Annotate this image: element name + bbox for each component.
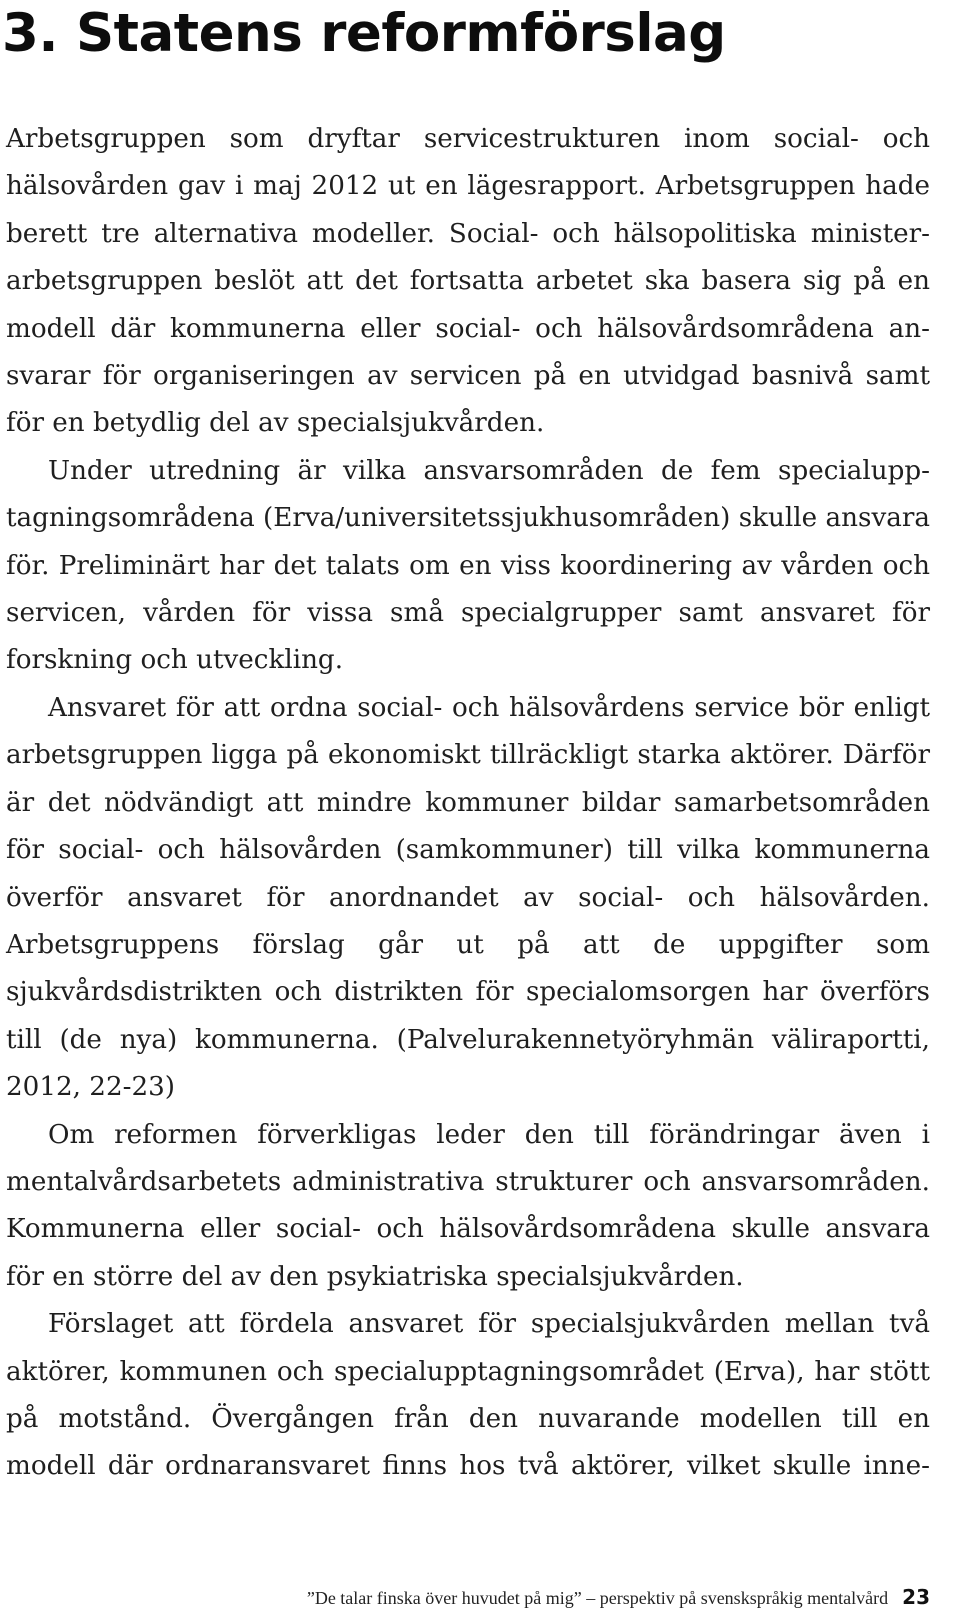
running-title: ”De talar finska över huvudet på mig” – perspektiv på svenskspråkig mentalvård (306, 1588, 889, 1608)
paragraph: Under utredning är vilka ansvarsområden de fem specialupptagningsområdena (Erva/universitetssjukhusområden) skulle ansvara för. Preliminärt har det talats om en viss koordinering av vården och servicen, vården för vissa små specialgrupper samt ansvaret för forskning och utveckling. (6, 455, 930, 676)
page-title: 3. Statens reformförslag (2, 3, 726, 64)
paragraph: Ansvaret för att ordna social- och hälsovårdens service bör enligt arbetsgruppen ligga på ekonomiskt tillräckligt starka aktörer. Därför är det nödvändigt att mindre kommuner bildar samarbetsområden för social- och hälsovården (samkommuner) till vilka kommunerna överför ansvaret för anordnandet av social- och hälsovården. Arbetsgruppens förslag går ut på att de uppgifter som sjukvårdsdistrikten och distrikten för specialomsorgen har överförs till (de nya) kommunerna. (Palvelurakennetyöryhmän väliraportti, 2012, 22-23) (6, 692, 930, 1103)
page-footer (307, 1586, 930, 1609)
paragraph: Om reformen förverkligas leder den till förändringar även i mentalvårdsarbetets administrativa strukturer och ansvarsområden. Kommunerna eller social- och hälsovårdsområdena skulle ansvara för en större del av den psykiatriska specialsjukvården. (6, 1119, 930, 1292)
paragraph: Förslaget att fördela ansvaret för specialsjukvården mellan två aktörer, kommunen och specialupptagningsområdet (Erva), har stött på motstånd. Övergången från den nuvarande modellen till en modell där ordnaransvaret finns hos två aktörer, vilket skulle inne- (6, 1309, 930, 1482)
body-text (6, 116, 930, 1491)
page-number: 23 (902, 1585, 930, 1609)
paragraph: Arbetsgruppen som dryftar servicestrukturen inom social- och hälsovården gav i maj 2012 ut en lägesrapport. Arbetsgruppen hade berett tre alternativa modeller. Social- och hälsopolitiska ministerarbetsgruppen beslöt att det fortsatta arbetet ska basera sig på en modell där kommunerna eller social- och hälsovårdsområdena ansvarar för organiseringen av servicen på en utvidgad basnivå samt för en betydlig del av specialsjukvården. (6, 124, 930, 439)
